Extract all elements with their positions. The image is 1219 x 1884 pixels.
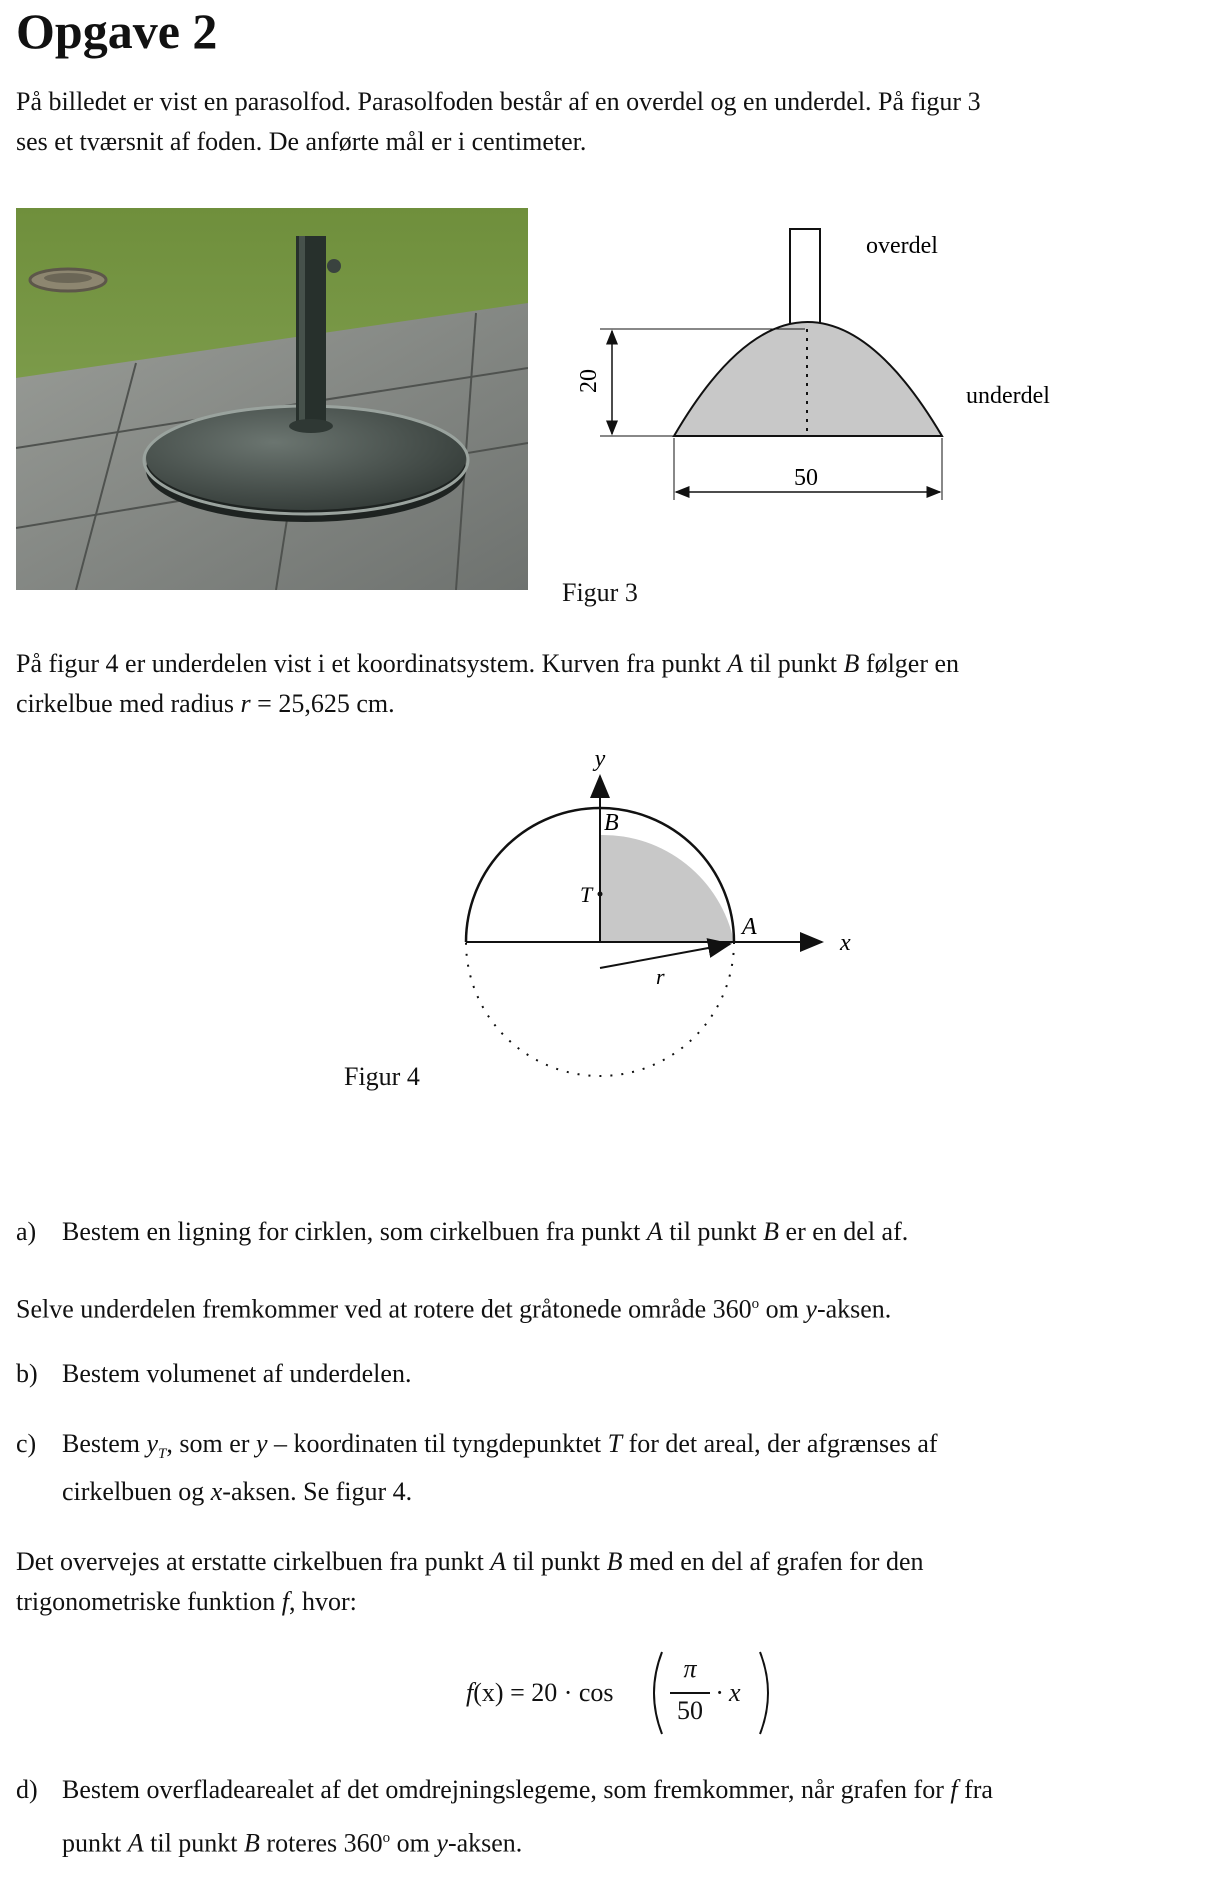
underdel-label: underdel	[966, 383, 1050, 409]
radius-arrow	[600, 944, 730, 968]
figure-4-diagram	[440, 740, 880, 1120]
left-paren	[644, 1650, 666, 1736]
x-axis-label: x	[840, 930, 851, 956]
question-c: c) Bestem $y_T$, som er y – koordinaten til tyngdepunktet T for det areal, der afgrænses af cirkelbuen og x-aksen. Se figur 4.	[16, 1429, 938, 1506]
radius-label: r	[656, 964, 665, 989]
figure-4-caption: Figur 4	[344, 1062, 420, 1091]
shaded-region	[600, 835, 734, 942]
point-T-marker	[598, 892, 603, 897]
point-A-label: A	[742, 914, 757, 940]
point-B-label: B	[604, 810, 619, 836]
rotation-text: Selve underdelen fremkommer ved at rotere det gråtonede område 360$^o$ om y-aksen.	[16, 1294, 892, 1324]
right-paren	[756, 1650, 778, 1736]
intro-line-1: På billedet er vist en parasolfod. Parasolfoden består af en overdel og en underdel. På figur 3	[16, 87, 981, 116]
parasol-base-photo	[16, 208, 528, 590]
overdel-label: overdel	[866, 233, 938, 259]
overdel-shape	[790, 229, 820, 329]
y-axis-label: y	[594, 746, 606, 772]
figure-4-intro: På figur 4 er underdelen vist i et koordinatsystem. Kurven fra punkt A til punkt B følger en cirkelbue med radius r = 25,625 cm.	[16, 649, 960, 718]
point-T-label: T	[580, 882, 593, 907]
figure-3-diagram	[560, 220, 1100, 520]
intro-line-2: ses et tværsnit af foden. De anførte mål er i centimeter.	[16, 127, 587, 156]
formula: f(x) = 20 · cos π 50 · x	[466, 1648, 786, 1740]
dim-height-label: 20	[576, 369, 602, 393]
question-a: a) Bestem en ligning for cirklen, som cirkelbuen fra punkt A til punkt B er en del af.	[16, 1217, 909, 1246]
question-b: b) Bestem volumenet af underdelen.	[16, 1359, 412, 1388]
trig-intro: Det overvejes at erstatte cirkelbuen fra punkt A til punkt B med en del af grafen for den trigonometriske funktion f, hvor:	[16, 1547, 924, 1616]
question-d: d) Bestem overfladearealet af det omdrejningslegeme, som fremkommer, når grafen for f fra punkt A til punkt B roteres 360$^o$ om y-aksen.	[16, 1775, 993, 1858]
intro-paragraph	[16, 82, 1196, 162]
dim-width-label: 50	[794, 465, 818, 491]
page-title: Opgave 2	[16, 3, 218, 59]
figure-3-caption: Figur 3	[562, 578, 638, 607]
